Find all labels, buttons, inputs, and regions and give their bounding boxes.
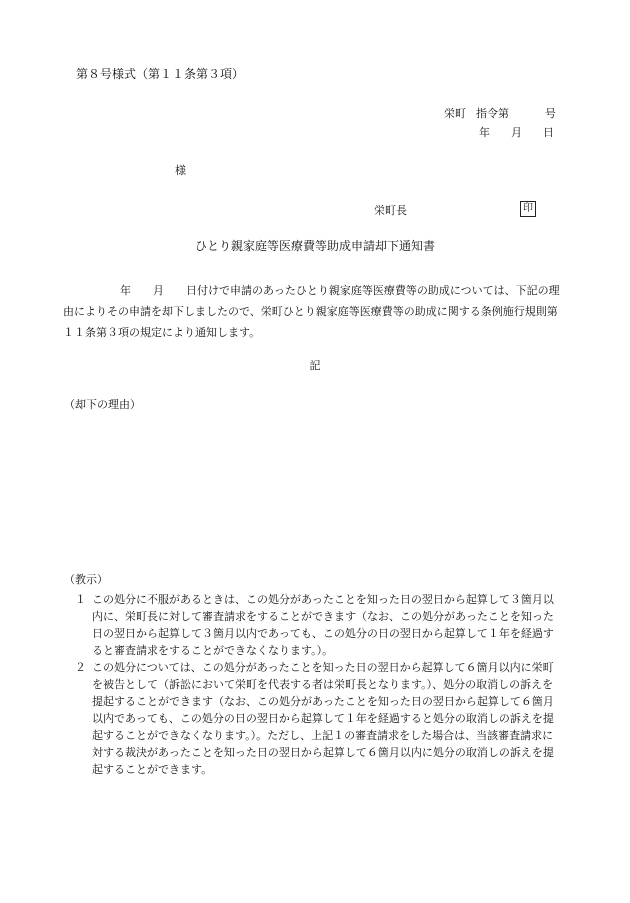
form-number: 第８号様式（第１１条第３項） — [76, 67, 245, 81]
notice-item-number: ２ — [75, 661, 86, 674]
doc-number-prefix: 指令第 — [476, 107, 509, 120]
issue-date-line — [479, 127, 554, 138]
body-text: 日付けで申請のあったひとり親家庭等医療費等の助成については、下記の理由によりその申請を却下しましたので、栄町ひとり親家庭等医療費等の助成に関する条例施行規則第１１条第３項の規定により通知します。 — [63, 284, 560, 339]
reason-heading: （却下の理由） — [64, 398, 141, 411]
seal-mark: 印 — [520, 201, 536, 217]
issue-date-month: 月 — [511, 126, 522, 139]
notice-item-text: この処分については、この処分があったことを知った日の翌日から起算して６箇月以内に栄町を被告として（訴訟において栄町を代表する者は栄町長となります。）、処分の取消しの訴えを提起することができます（なお、この処分があったことを知った日の翌日から起算して６箇月以内であっても、この処分の日の翌日から起算して１年を経過すると処分の取消しの訴えを提起することができなくなります。）。ただし、上記１の審査請求をした場合は、当該審査請求に対する裁決があったことを知った日の翌日から起算して６箇月以内に処分の取消しの訴えを提起することができます。 — [92, 661, 554, 776]
body-date-year: 年 — [120, 284, 131, 297]
notice-item — [72, 591, 564, 659]
document-title: ひとり親家庭等医療費等助成申請却下通知書 — [194, 239, 435, 253]
issue-date-day: 日 — [543, 126, 554, 139]
notice-item-text: この処分に不服があるときは、この処分があったことを知った日の翌日から起算して３箇月以内に、栄町長に対して審査請求をすることができます（なお、この処分があったことを知った日の翌日から起算して３箇月以内であっても、この処分の日の翌日から起算して１年を経過すると審査請求をすることができなくなります。）。 — [92, 593, 554, 657]
notice-item-number: １ — [75, 593, 86, 606]
recipient-line: 様 — [175, 164, 186, 177]
body-date-month: 月 — [153, 284, 164, 297]
notice-heading: （教示） — [64, 573, 108, 586]
doc-number-suffix: 号 — [545, 107, 556, 120]
issue-date-year: 年 — [479, 126, 490, 139]
document-number-line — [444, 108, 556, 119]
ki-heading: 記 — [309, 359, 321, 372]
notice-list — [72, 591, 564, 778]
issuer-name: 栄町 — [444, 107, 466, 120]
sender-title: 栄町長 — [374, 204, 407, 217]
body-paragraph — [63, 280, 563, 343]
notice-item — [72, 659, 564, 778]
